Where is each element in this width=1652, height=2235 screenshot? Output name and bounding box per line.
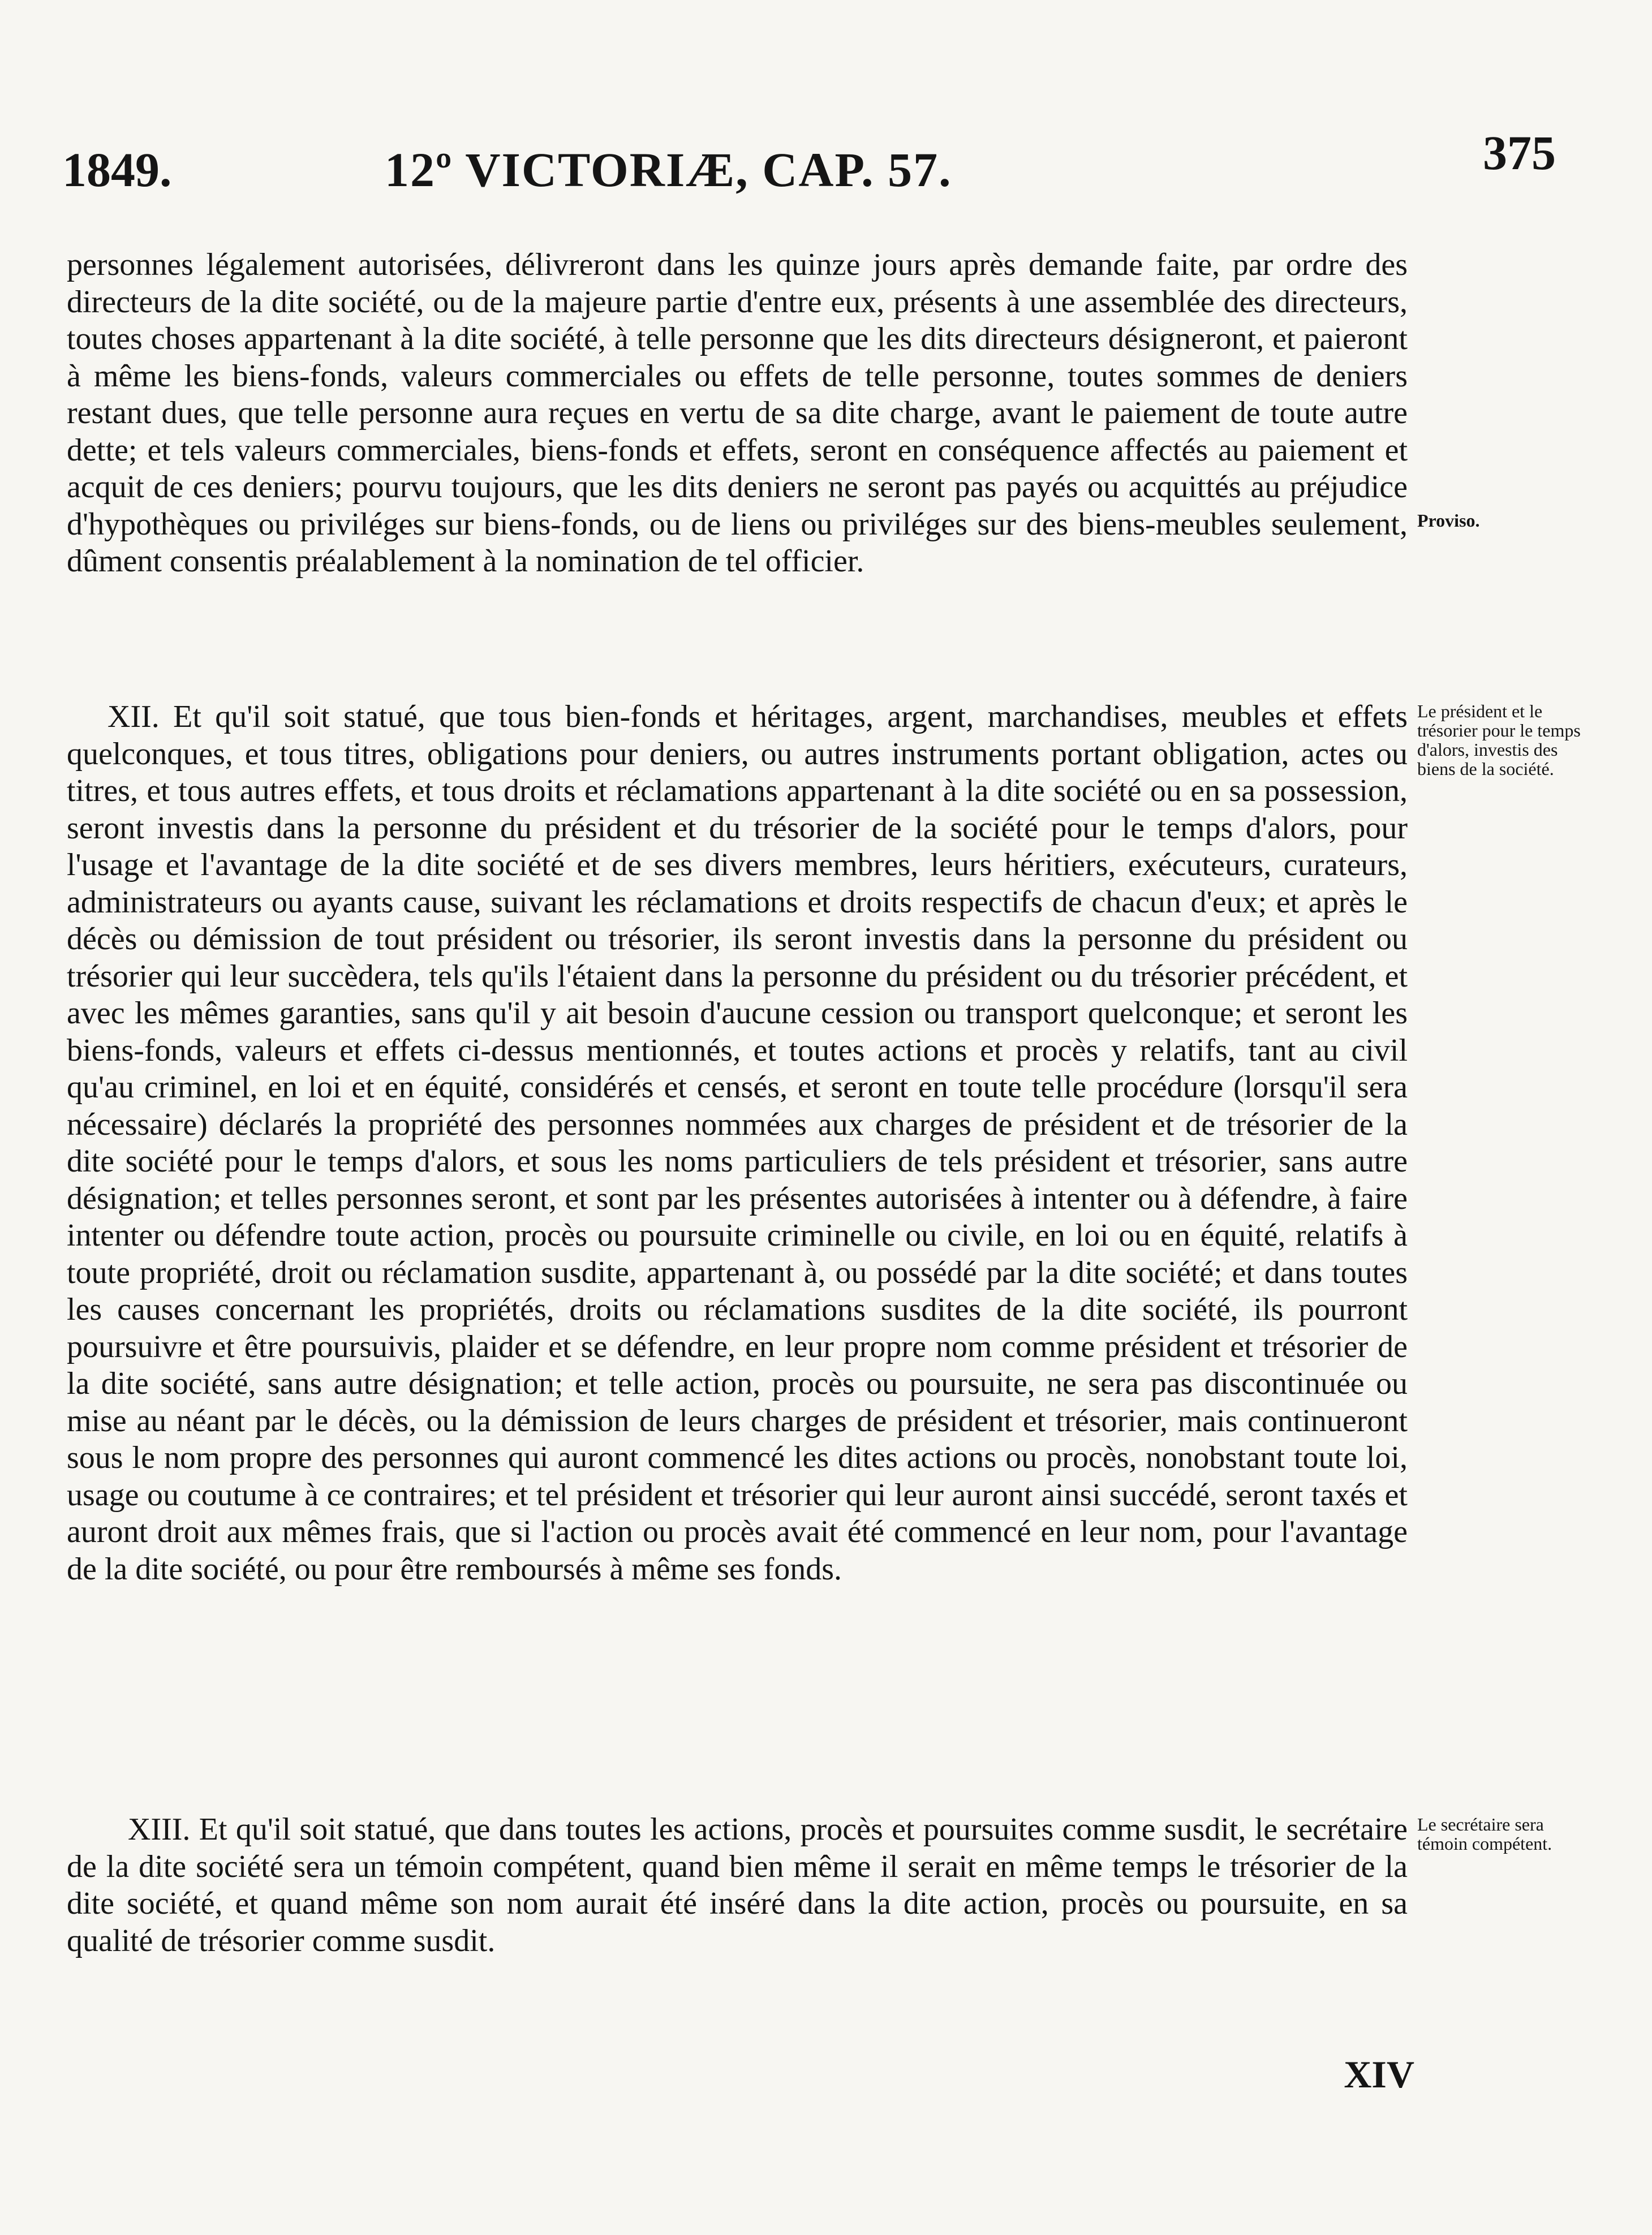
margin-note-secretaire: Le secrétaire sera témoin compétent. — [1417, 1814, 1552, 1854]
header-year: 1849. — [62, 143, 172, 197]
catchword: XIV — [1344, 2053, 1414, 2096]
margin-note-proviso: Proviso. — [1417, 510, 1480, 531]
page-number: 375 — [1483, 126, 1556, 180]
paragraph-text: personnes légalement autorisées, délivreront dans les quinze jours après demande faite, par ordre des directeurs de la dite société, ou de la majeure partie d'entre eux, présents à une assemblée des directeurs, toutes choses appartenant à la dite société, à telle personne que les dits directeurs désigneront, et paieront à même les biens-fonds, valeurs commerciales ou effets de telle personne, toutes sommes de deniers restant dues, que telle personne aura reçues en vertu de sa dite charge, avant le paiement de toute autre dette; et tels valeurs commerciales, biens-fonds et effets, seront en conséquence affectés au paiement et acquit de ces deniers; pourvu toujours, que les dits deniers ne seront pas payés ou acquittés au préjudice d'hypothèques ou priviléges sur biens-fonds, ou de liens ou priviléges sur des biens-meubles seulement, dûment consentis préalablement à la nomination de tel officier. — [67, 247, 1408, 579]
section-number: XII. — [107, 699, 160, 734]
page-header — [62, 124, 1556, 209]
header-title: 12º VICTORIÆ, CAP. 57. — [385, 143, 952, 197]
section-xiii — [67, 1811, 1408, 1960]
paragraph-continued — [67, 247, 1408, 580]
margin-note-president: Le président et le trésorier pour le temps d'alors, investis des biens de la société. — [1417, 701, 1581, 779]
section-number: XIII. — [128, 1812, 191, 1847]
section-text: Et qu'il soit statué, que dans toutes les actions, procès et poursuites comme susdit, le secrétaire de la dite société sera un témoin compétent, quand bien même il serait en même temps le trésorier de la dite société, et quand même son nom aurait été inséré dans la dite action, procès ou poursuite, en sa qualité de trésorier comme susdit. — [67, 1812, 1408, 1958]
section-xii — [67, 699, 1408, 1588]
section-text: Et qu'il soit statué, que tous bien-fonds et héritages, argent, marchandises, meubles et effets quelconques, et tous titres, obligations pour deniers, ou autres instruments portant obligation, actes ou titres, et tous autres effets, et tous droits et réclamations appartenant à la dite société ou en sa possession, seront investis dans la personne du président et du trésorier de la société pour le temps d'alors, pour l'usage et l'avantage de la dite société et de ses divers membres, leurs héritiers, exécuteurs, curateurs, administrateurs ou ayants cause, suivant les réclamations et droits respectifs de chacun d'eux; et après le décès ou démission de tout président ou trésorier, ils seront investis dans la personne du président ou trésorier qui leur succèdera, tels qu'ils l'étaient dans la personne du président ou du trésorier précédent, et avec les mêmes garanties, sans qu'il y ait besoin d'aucune cession ou transport quelconque; et seront les biens-fonds, valeurs et effets ci-dessus mentionnés, et toutes actions et procès y relatifs, tant au civil qu'au criminel, en loi et en équité, considérés et censés, et seront en toute telle procédure (lorsqu'il sera nécessaire) déclarés la propriété des personnes nommées aux charges de président et de trésorier de la dite société pour le temps d'alors, et sous les noms particuliers de tels président et trésorier, sans autre désignation; et telles personnes seront, et sont par les présentes autorisées à intenter ou à défendre, à faire intenter ou défendre toute action, procès ou poursuite criminelle ou civile, en loi ou en équité, relatifs à toute propriété, droit ou réclamation susdite, appartenant à, ou possédé par la dite société; et dans toutes les causes concernant les propriétés, droits ou réclamations susdites de la dite société, ils pourront poursuivre et être poursuivis, plaider et se défendre, en leur propre nom comme président et trésorier de la dite société, sans autre désignation; et telle action, procès ou poursuite, ne sera pas discontinuée ou mise au néant par le décès, ou la démission de leurs charges de président et trésorier, mais continueront sous le nom propre des personnes qui auront commencé les dites actions ou procès, nonobstant toute loi, usage ou coutume à ce contraires; et tel président et trésorier qui leur auront ainsi succédé, seront taxés et auront droit aux mêmes frais, que si l'action ou procès avait été commencé en leur nom, pour l'avantage de la dite société, ou pour être remboursés à même ses fonds. — [67, 699, 1408, 1587]
